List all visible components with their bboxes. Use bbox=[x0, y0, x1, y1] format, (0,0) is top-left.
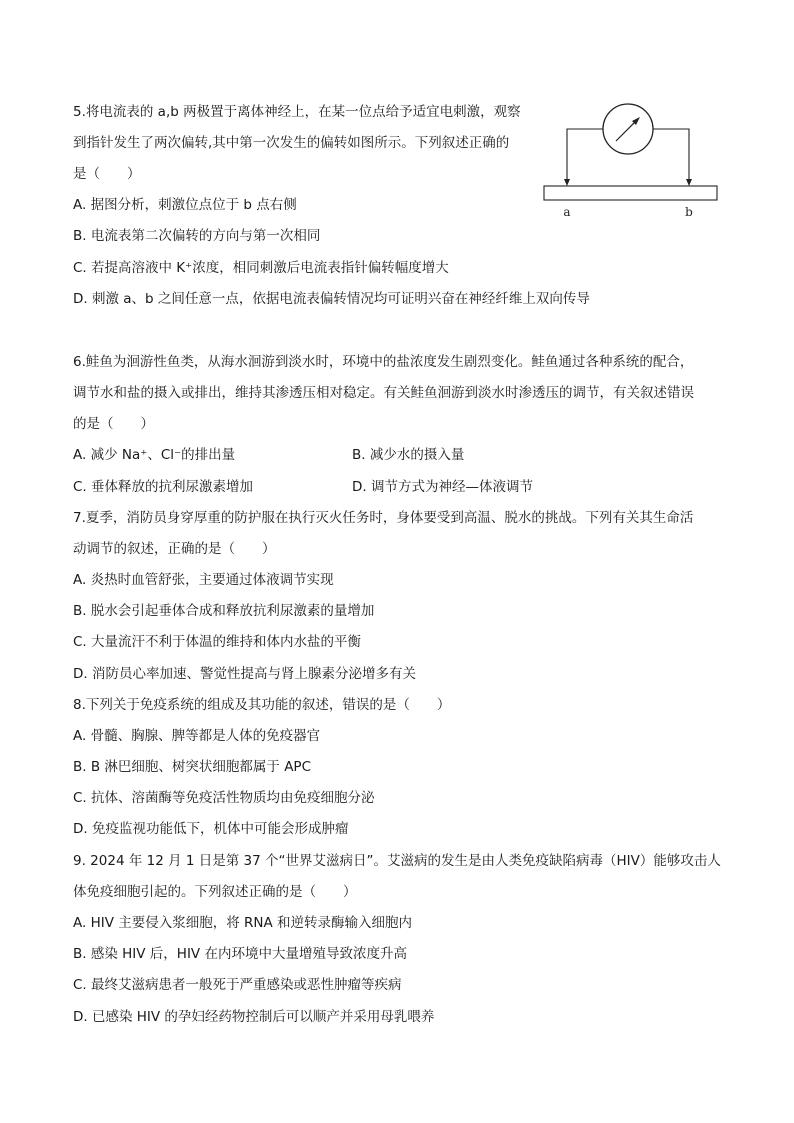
question-9-stem-line-2: 体免疫细胞引起的。下列叙述正确的是（ ） bbox=[73, 884, 357, 900]
question-6-stem-line-3: 的是（ ） bbox=[73, 416, 154, 432]
question-7-stem-line-1: 7.夏季，消防员身穿厚重的防护服在执行灭火任务时，身体要受到高温、脱水的挑战。下列有关其生命活 bbox=[73, 510, 694, 526]
question-8-option-b: B. B 淋巴细胞、树突状细胞都属于 APC bbox=[73, 759, 311, 775]
question-6-option-d: D. 调节方式为神经—体液调节 bbox=[352, 479, 533, 495]
question-7-option-d: D. 消防员心率加速、警觉性提高与肾上腺素分泌增多有关 bbox=[73, 666, 416, 682]
electrode-b-label: b bbox=[685, 205, 693, 219]
question-5-stem-line-1: 5.将电流表的 a,b 两极置于离体神经上，在某一位点给予适宜电刺激，观察 bbox=[73, 104, 521, 120]
question-9-option-b: B. 感染 HIV 后，HIV 在内环境中大量增殖导致浓度升高 bbox=[73, 946, 407, 962]
question-9-stem-line-1: 9. 2024 年 12 月 1 日是第 37 个“世界艾滋病日”。艾滋病的发生是由人类免疫缺陷病毒（HIV）能够攻击人 bbox=[73, 853, 721, 869]
electrode-a-label: a bbox=[563, 205, 571, 219]
galvanometer-nerve-diagram bbox=[536, 100, 726, 225]
question-5-option-c: C. 若提高溶液中 K⁺浓度，相同刺激后电流表指针偏转幅度增大 bbox=[73, 260, 449, 276]
wire-left bbox=[567, 129, 603, 180]
question-9-option-d: D. 已感染 HIV 的孕妇经药物控制后可以顺产并采用母乳喂养 bbox=[73, 1009, 435, 1025]
wire-right bbox=[653, 129, 689, 180]
question-7-stem-line-2: 动调节的叙述，正确的是（ ） bbox=[73, 541, 276, 557]
question-8-option-d: D. 免疫监视功能低下，机体中可能会形成肿瘤 bbox=[73, 821, 349, 837]
question-5-stem-line-2: 到指针发生了两次偏转,其中第一次发生的偏转如图所示。下列叙述正确的 bbox=[73, 135, 510, 151]
question-6-option-c: C. 垂体释放的抗利尿激素增加 bbox=[73, 479, 254, 495]
nerve-fiber bbox=[544, 186, 717, 200]
question-5-option-b: B. 电流表第二次偏转的方向与第一次相同 bbox=[73, 228, 321, 244]
question-9-option-c: C. 最终艾滋病患者一般死于严重感染或恶性肿瘤等疾病 bbox=[73, 977, 402, 993]
question-5-option-d: D. 刺激 a、b 之间任意一点，依据电流表偏转情况均可证明兴奋在神经纤维上双向传导 bbox=[73, 291, 590, 307]
question-6-stem-line-2: 调节水和盐的摄入或排出，维持其渗透压相对稳定。有关鲑鱼洄游到淡水时渗透压的调节，有关叙述错误 bbox=[73, 385, 694, 401]
electrode-b-arrowhead bbox=[686, 179, 692, 186]
question-5-stem-line-3: 是（ ） bbox=[73, 166, 141, 182]
question-9-option-a: A. HIV 主要侵入浆细胞，将 RNA 和逆转录酶输入细胞内 bbox=[73, 915, 413, 931]
question-8-stem-line-1: 8.下列关于免疫系统的组成及其功能的叙述，错误的是（ ） bbox=[73, 697, 451, 713]
electrode-a-arrowhead bbox=[564, 179, 570, 186]
question-6-option-b: B. 减少水的摄入量 bbox=[352, 447, 465, 463]
question-6-stem-line-1: 6.鲑鱼为洄游性鱼类，从海水洄游到淡水时，环境中的盐浓度发生剧烈变化。鲑鱼通过各种系统的配合， bbox=[73, 354, 694, 370]
question-8-option-c: C. 抗体、溶菌酶等免疫活性物质均由免疫细胞分泌 bbox=[73, 790, 375, 806]
question-6-option-a: A. 减少 Na⁺、Cl⁻的排出量 bbox=[73, 447, 236, 463]
question-8-option-a: A. 骨髓、胸腺、脾等都是人体的免疫器官 bbox=[73, 728, 321, 744]
question-7-option-b: B. 脱水会引起垂体合成和释放抗利尿激素的量增加 bbox=[73, 603, 375, 619]
question-7-option-c: C. 大量流汗不利于体温的维持和体内水盐的平衡 bbox=[73, 634, 362, 650]
question-5-option-a: A. 据图分析，刺激位点位于 b 点右侧 bbox=[73, 197, 297, 213]
question-7-option-a: A. 炎热时血管舒张，主要通过体液调节实现 bbox=[73, 572, 334, 588]
